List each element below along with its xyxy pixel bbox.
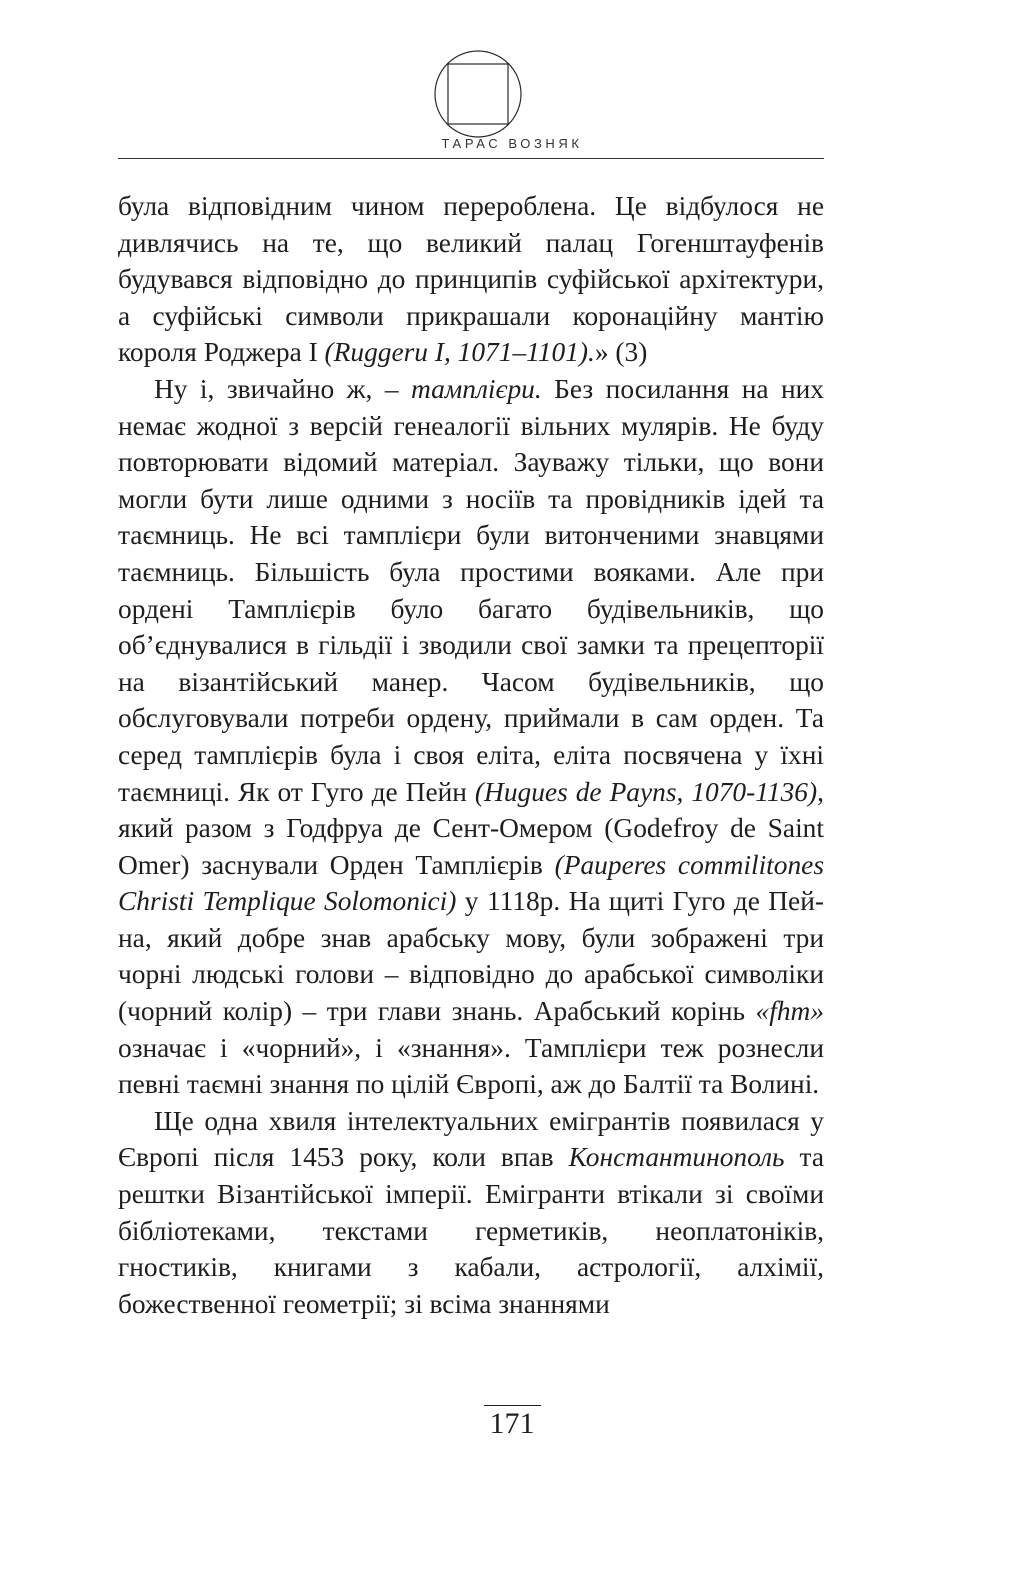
italic-text: Константинополь [568,1142,785,1173]
text-run: Без посилання на них немає жодної з версій генеалогії вільних мулярів. Не буду повторювати відомий матеріал. Зауважу тільки, що вони могли бути лише одними з носіїв та провідників ідей та таємниць. Не всі тамплієри були витонченими знавцями таємниць. Більшість була простими вояками. Але при ордені Тамплієрів було багато будівельників, що об’єднувалися в гільдії і зводили свої замки та прецепторії на візантійський манер. Часом будівельників, що обслуговували потреби ордену, приймали в сам орден. Та серед тамплієрів була і своя еліта, еліта посвячена у їхні таємниці. Як от Гуго де Пейн [118,373,824,807]
italic-text: (Hugues de Payns, 1070-1136) [474,776,818,807]
italic-text: тамплієри. [411,373,542,404]
text-run: була відповідним чином перероблена. Це відбулося не дивлячись на те, що великий палац Гогенштауфенів будувався відповідно до принципів суфійської архітектури, а суфійські символи прикрашали коронаційну мантію короля Роджера I [118,191,824,368]
text-run: означає і «чорний», і «знання». Тамплієри теж рознесли певні таємні знання по цілій Європі, аж до Балтії та Волині. [118,1032,824,1100]
text-run: Ще одна хвиля інтелектуальних емігрантів появилася у Європі після 1453 року, коли впав [118,1105,824,1173]
text-run: , який разом з Годфруа де Сент-Омером (Godefroy de Saint Omer) заснували Орден Тамплієрів [118,776,824,880]
text-run: та рештки Візантійської імперії. Емігранти втікали зі своїми бібліотеками, текстами герметиків, неоплатоніків, гностиків, книгами з кабали, астрології, алхімії, божественної геометрії; зі всіма знаннями [118,1142,824,1319]
paragraph [118,1103,824,1323]
page-number-value: 171 [484,1405,541,1442]
italic-text: «fhm» [755,996,824,1027]
italic-text: (Ruggeru I, 1071–1101). [324,337,595,368]
text-run: » (3) [594,337,648,368]
header-rule [118,158,824,159]
text-run: у 1118р. На щиті Гуго де Пейна, який добре знав арабську мову, були зображені три чорні людські голови – відповідно до арабської символіки (чорний колір) – три глави знань. Арабський корінь [118,886,824,1027]
italic-text: (Pauperes commilitones Christi Templique Solomonici) [118,849,824,917]
paragraph [118,188,824,371]
body-text [118,188,824,1322]
running-header-author: ТАРАС ВОЗНЯК [441,136,583,151]
page-number [0,1405,1024,1442]
text-run: Ну і, звичайно ж, – [154,373,411,404]
paragraph [118,371,824,1103]
circle-square-emblem-icon [433,49,523,139]
